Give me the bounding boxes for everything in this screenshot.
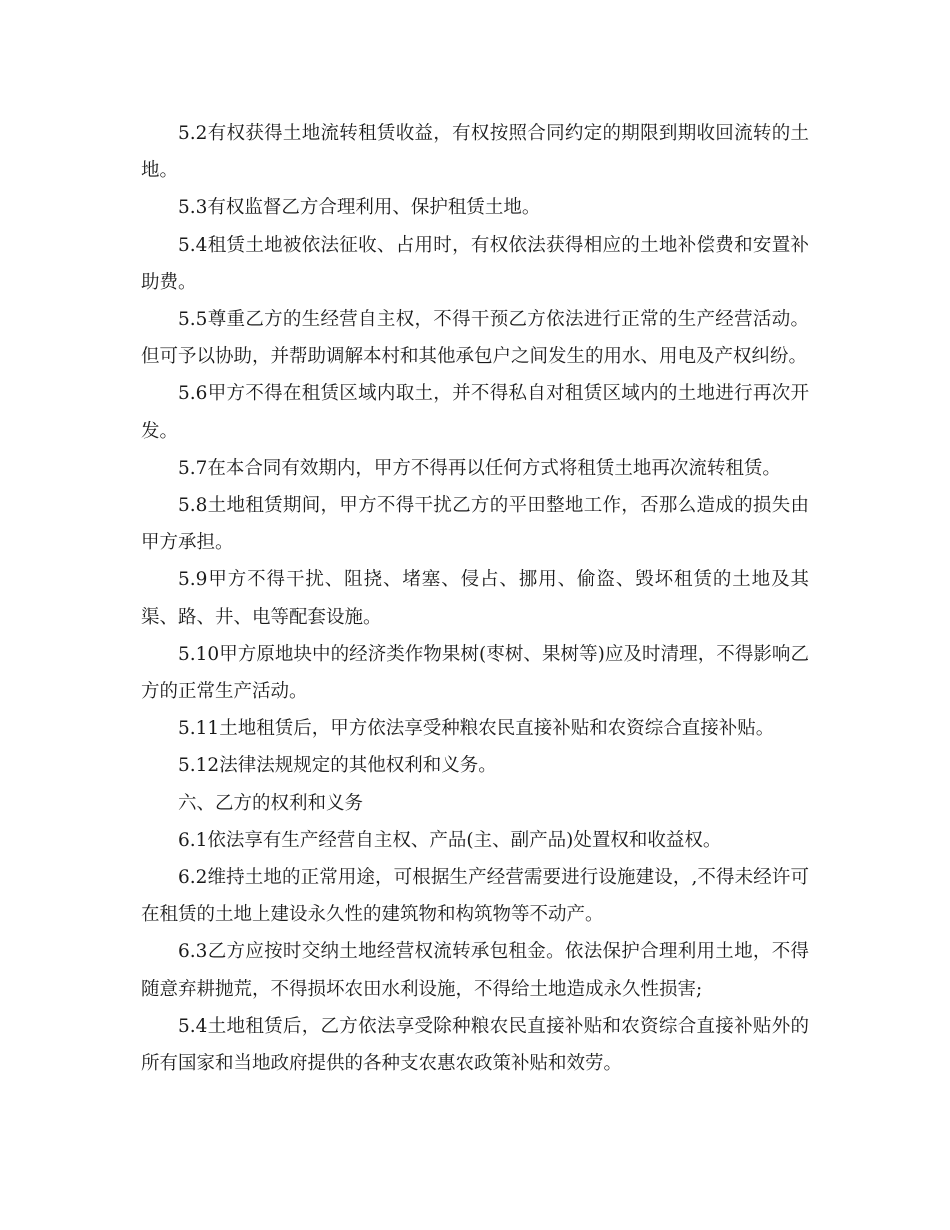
paragraph-6-3: 6.3乙方应按时交纳土地经营权流转承包租金。依法保护合理利用土地，不得随意弃耕抛荒，不得损坏农田水利设施，不得给土地造成永久性损害; — [141, 941, 809, 1000]
paragraph-5-9: 5.9甲方不得干扰、阻挠、堵塞、侵占、挪用、偷盗、毁坏租赁的土地及其渠、路、井、电等配套设施。 — [141, 569, 809, 628]
paragraph-5-8: 5.8土地租赁期间，甲方不得干扰乙方的平田整地工作，否那么造成的损失由甲方承担。 — [141, 495, 809, 554]
paragraph-5-10: 5.10甲方原地块中的经济类作物果树(枣树、果树等)应及时清理，不得影响乙方的正常生产活动。 — [141, 643, 809, 703]
paragraph-5-12: 5.12法律法规规定的其他权利和义务。 — [178, 755, 497, 777]
paragraph-5-11: 5.11土地租赁后，甲方依法享受种粮农民直接补贴和农资综合直接补贴。 — [178, 718, 775, 740]
section-heading-6: 六、乙方的权利和义务 — [178, 792, 364, 814]
paragraph-5-7: 5.7在本合同有效期内，甲方不得再以任何方式将租赁土地再次流转租赁。 — [178, 457, 781, 479]
paragraph-5-3: 5.3有权监督乙方合理利用、保护租赁土地。 — [178, 197, 541, 219]
paragraph-5-5: 5.5尊重乙方的生经营自主权，不得干预乙方依法进行正常的生产经营活动。但可予以协助，并帮助调解本村和其他承包户之间发生的用水、用电及产权纠纷。 — [141, 309, 809, 368]
paragraph-5-6: 5.6甲方不得在租赁区域内取土，并不得私自对租赁区域内的土地进行再次开发。 — [141, 383, 809, 442]
paragraph-6-1: 6.1依法享有生产经营自主权、产品(主、副产品)处置权和收益权。 — [178, 829, 722, 851]
document-body — [141, 115, 809, 1082]
paragraph-5-4: 5.4租赁土地被依法征收、占用时，有权依法获得相应的土地补偿费和安置补助费。 — [141, 234, 809, 293]
paragraph-5-2: 5.2有权获得土地流转租赁收益，有权按照合同约定的期限到期收回流转的土地。 — [141, 123, 809, 182]
paragraph-6-2: 6.2维持土地的正常用途，可根据生产经营需要进行设施建设，,不得未经许可在租赁的土地上建设永久性的建筑物和构筑物等不动产。 — [141, 867, 809, 926]
paragraph-5-4-b: 5.4土地租赁后，乙方依法享受除种粮农民直接补贴和农资综合直接补贴外的所有国家和当地政府提供的各种支农惠农政策补贴和效劳。 — [141, 1015, 809, 1075]
